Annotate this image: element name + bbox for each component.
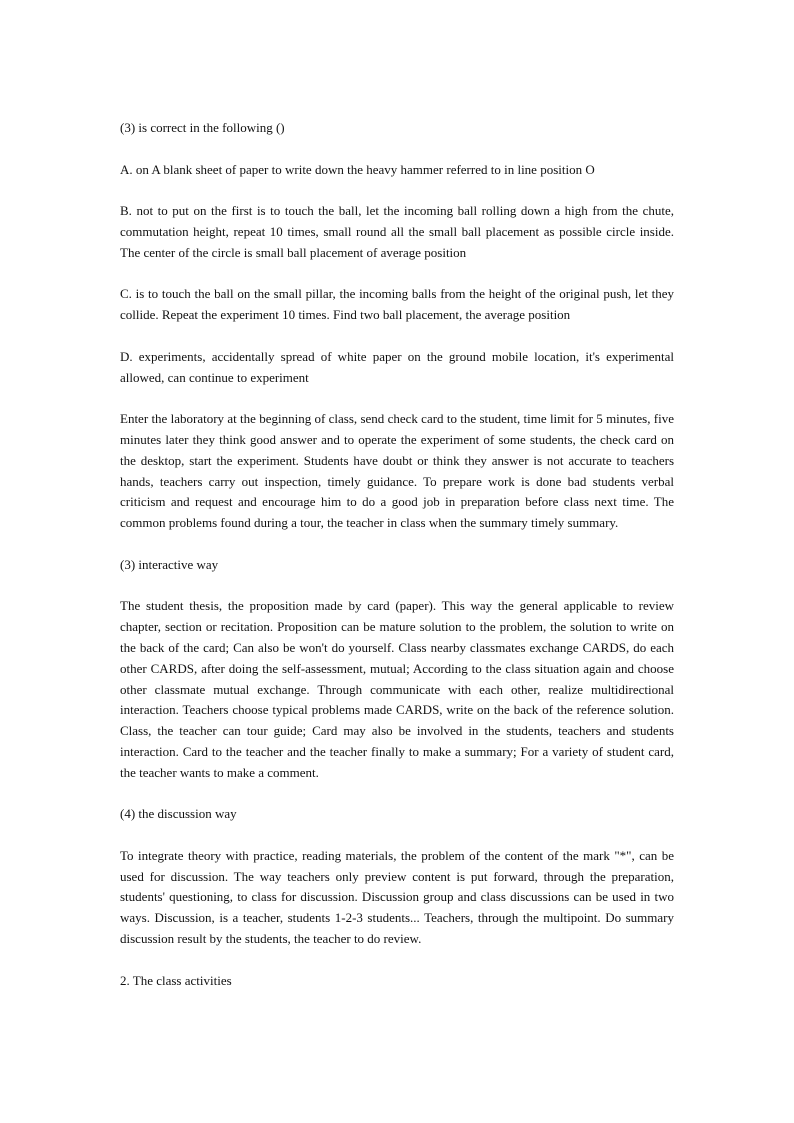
section-heading-class-activities: 2. The class activities xyxy=(120,972,232,988)
document-page xyxy=(120,118,674,1012)
lab-procedure-paragraph: Enter the laboratory at the beginning of class, send check card to the student, time limit for 5 minutes, five minutes later they think good answer and to operate the experiment of some students, the check card on the desktop, start the experiment. Students have doubt or think they answer is not accurate to teachers hands, teachers carry out inspection, timely guidance. To prepare work is done bad students verbal criticism and request and encourage him to do a good job in preparation before class next time. The common problems found during a tour, the teacher in class when the summary timely summary. xyxy=(120,411,674,531)
option-b: B. not to put on the first is to touch the ball, let the incoming ball rolling down a high from the chute, commutation height, repeat 10 times, small round all the small ball placement as possible circle inside. The center of the circle is small ball placement of average position xyxy=(120,203,674,260)
interactive-way-paragraph: The student thesis, the proposition made by card (paper). This way the general applicable to review chapter, section or recitation. Proposition can be mature solution to the problem, the solution to write on the back of the card; Can also be won't do yourself. Class nearby classmates exchange CARDS, do each other CARDS, after doing the self-assessment, mutual; According to the class situation again and choose other classmate mutual exchange. Through communicate with each other, realize multidirectional interaction. Teachers choose typical problems made CARDS, write on the back of the reference solution. Class, the teacher can tour guide; Card may also be involved in the students, teachers and students interaction. Card to the teacher and the teacher finally to make a summary; For a variety of student card, the teacher wants to make a comment. xyxy=(120,598,674,780)
section-heading-discussion: (4) the discussion way xyxy=(120,806,237,822)
question-heading: (3) is correct in the following () xyxy=(120,120,285,135)
section-heading-interactive: (3) interactive way xyxy=(120,556,219,572)
option-d: D. experiments, accidentally spread of white paper on the ground mobile location, it's experimental allowed, can continue to experiment xyxy=(120,348,674,385)
discussion-way-paragraph: To integrate theory with practice, reading materials, the problem of the content of the mark "*", can be used for discussion. The way teachers only preview content is put forward, through the preparation, students' questioning, to class for discussion. Discussion group and class discussions can be used in two ways. Discussion, is a teacher, students 1-2-3 students... Teachers, through the multipoint. Do summary discussion result by the students, the teacher to do review. xyxy=(120,847,674,947)
option-c: C. is to touch the ball on the small pillar, the incoming balls from the height of the original push, let they collide. Repeat the experiment 10 times. Find two ball placement, the average position xyxy=(120,286,674,323)
option-a: A. on A blank sheet of paper to write down the heavy hammer referred to in line position O xyxy=(120,161,595,177)
